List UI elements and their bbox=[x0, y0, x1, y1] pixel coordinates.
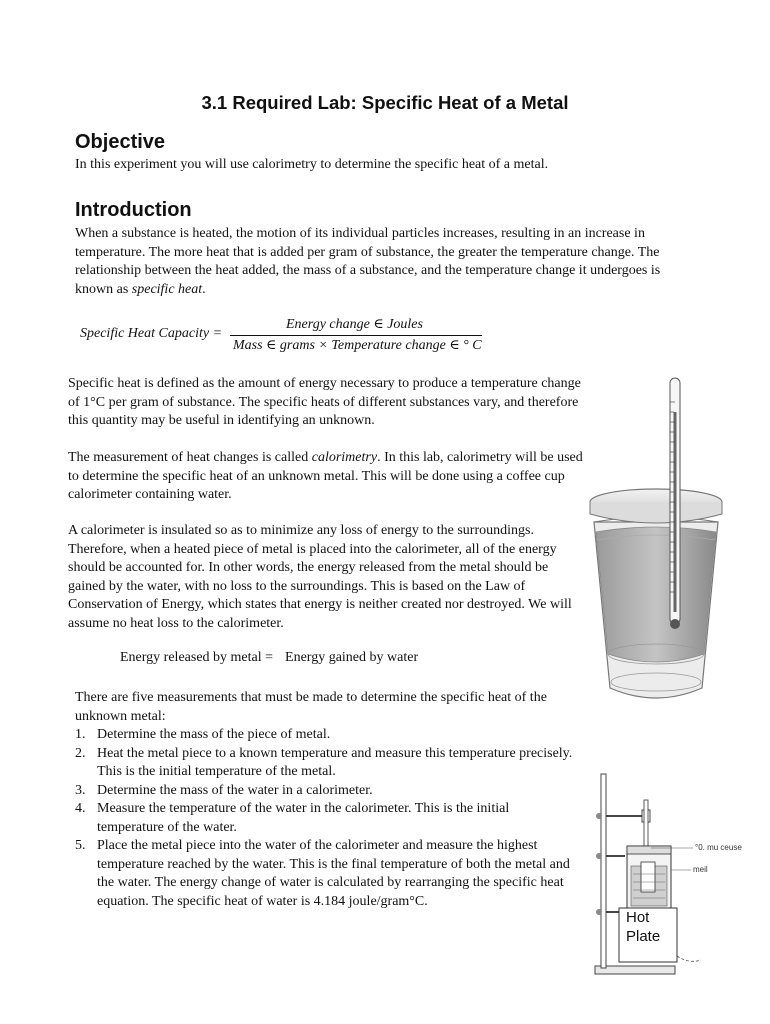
specific-heat-term: specific heat bbox=[131, 281, 203, 297]
introduction-text-start: When a substance is heated, the motion of its individual particles increases, resulting in an increase in temperature. The more heat that is added per gram of substance, the greater the temperature change. The relationship between the heat added, the mass of a substance, and the temperature change it undergoes is known as bbox=[75, 226, 661, 297]
step-number: 4. bbox=[75, 801, 86, 816]
formula-lhs: Specific Heat Capacity = bbox=[80, 326, 223, 341]
hot-plate-label bbox=[620, 908, 682, 946]
step-text: Determine the mass of the water in a calorimeter. bbox=[97, 782, 373, 798]
measurement-steps-list bbox=[75, 726, 575, 911]
list-item bbox=[75, 837, 575, 911]
specific-heat-formula bbox=[80, 316, 500, 356]
calorimetry-term: calorimetry bbox=[311, 450, 378, 465]
energy-equation bbox=[120, 650, 418, 666]
step-number: 5. bbox=[75, 838, 86, 853]
list-item bbox=[75, 726, 575, 745]
page-title: 3.1 Required Lab: Specific Heat of a Metal bbox=[201, 92, 569, 113]
introduction-text bbox=[75, 225, 675, 299]
hot-plate-label-line1: Hot bbox=[626, 909, 650, 926]
equation-right: Energy gained by water bbox=[285, 650, 419, 665]
equation-left: Energy released by metal = bbox=[120, 650, 274, 665]
hot-plate-label-line2: Plate bbox=[626, 928, 661, 945]
calorimetry-paragraph bbox=[68, 449, 588, 505]
list-item bbox=[75, 800, 575, 837]
measurements-intro: There are five measurements that must be made to determine the specific heat of the unknown metal: bbox=[75, 690, 547, 724]
step-text: Place the metal piece into the water of the calorimeter and measure the highest temperature reached by the water. This is the final temperature of both the metal and the water. The energy change of water is calculated by rearranging the specific heat equation. The specific heat of water is 4.184 joule/gram°C. bbox=[97, 838, 570, 909]
list-item bbox=[75, 745, 575, 782]
objective-heading: Objective bbox=[75, 131, 166, 153]
step-text: Heat the metal piece to a known temperature and measure this temperature precisely. This is the initial temperature of the metal. bbox=[97, 745, 573, 779]
introduction-heading: Introduction bbox=[75, 199, 192, 221]
formula-numerator: Energy change ∈ Joules bbox=[286, 317, 423, 332]
step-number: 2. bbox=[75, 745, 86, 761]
step-text: Determine the mass of the piece of metal. bbox=[97, 727, 331, 742]
list-item bbox=[75, 782, 575, 801]
specific-heat-definition: Specific heat is defined as the amount of energy necessary to produce a temperature change of 1°C per gram of substance. The specific heats of different substances vary, and therefore this quantity may be useful in identifying an unknown. bbox=[68, 376, 581, 428]
formula-fraction-bar bbox=[230, 335, 482, 336]
step-number: 1. bbox=[75, 727, 86, 742]
coffee-cup-calorimeter-icon bbox=[586, 372, 726, 708]
formula-denominator: Mass ∈ grams × Temperature change ∈ ° C bbox=[233, 338, 482, 353]
calorimeter-paragraph: A calorimeter is insulated so as to minimize any loss of energy to the surroundings. Therefore, when a heated piece of metal is placed into the calorimeter, all of the energy should be accounted for. In other words, the energy released from the metal should be gained by the water, with no loss to the surroundings. This is based on the Law of Conservation of Energy, which states that energy is neither created nor destroyed. We will assume no heat loss to the calorimeter. bbox=[68, 523, 572, 631]
introduction-text-end: . bbox=[202, 281, 206, 297]
calorimetry-text-start: The measurement of heat changes is called bbox=[68, 450, 312, 465]
step-number: 3. bbox=[75, 782, 86, 798]
objective-text: In this experiment you will use calorimetry to determine the specific heat of a metal. bbox=[75, 157, 549, 172]
step-text: Measure the temperature of the water in the calorimeter. This is the initial temperature of the water. bbox=[97, 801, 510, 835]
ring-stand-hot-plate-icon bbox=[585, 770, 765, 980]
stand-label-2: meil bbox=[693, 865, 708, 874]
calorimetry-text-end: . In this lab, calorimetry will be used to determine the specific heat of an unknown metal. This will be done using a coffee cup calorimeter containing water. bbox=[68, 450, 583, 502]
stand-label-1: °0. mu ceuse bbox=[695, 843, 742, 852]
